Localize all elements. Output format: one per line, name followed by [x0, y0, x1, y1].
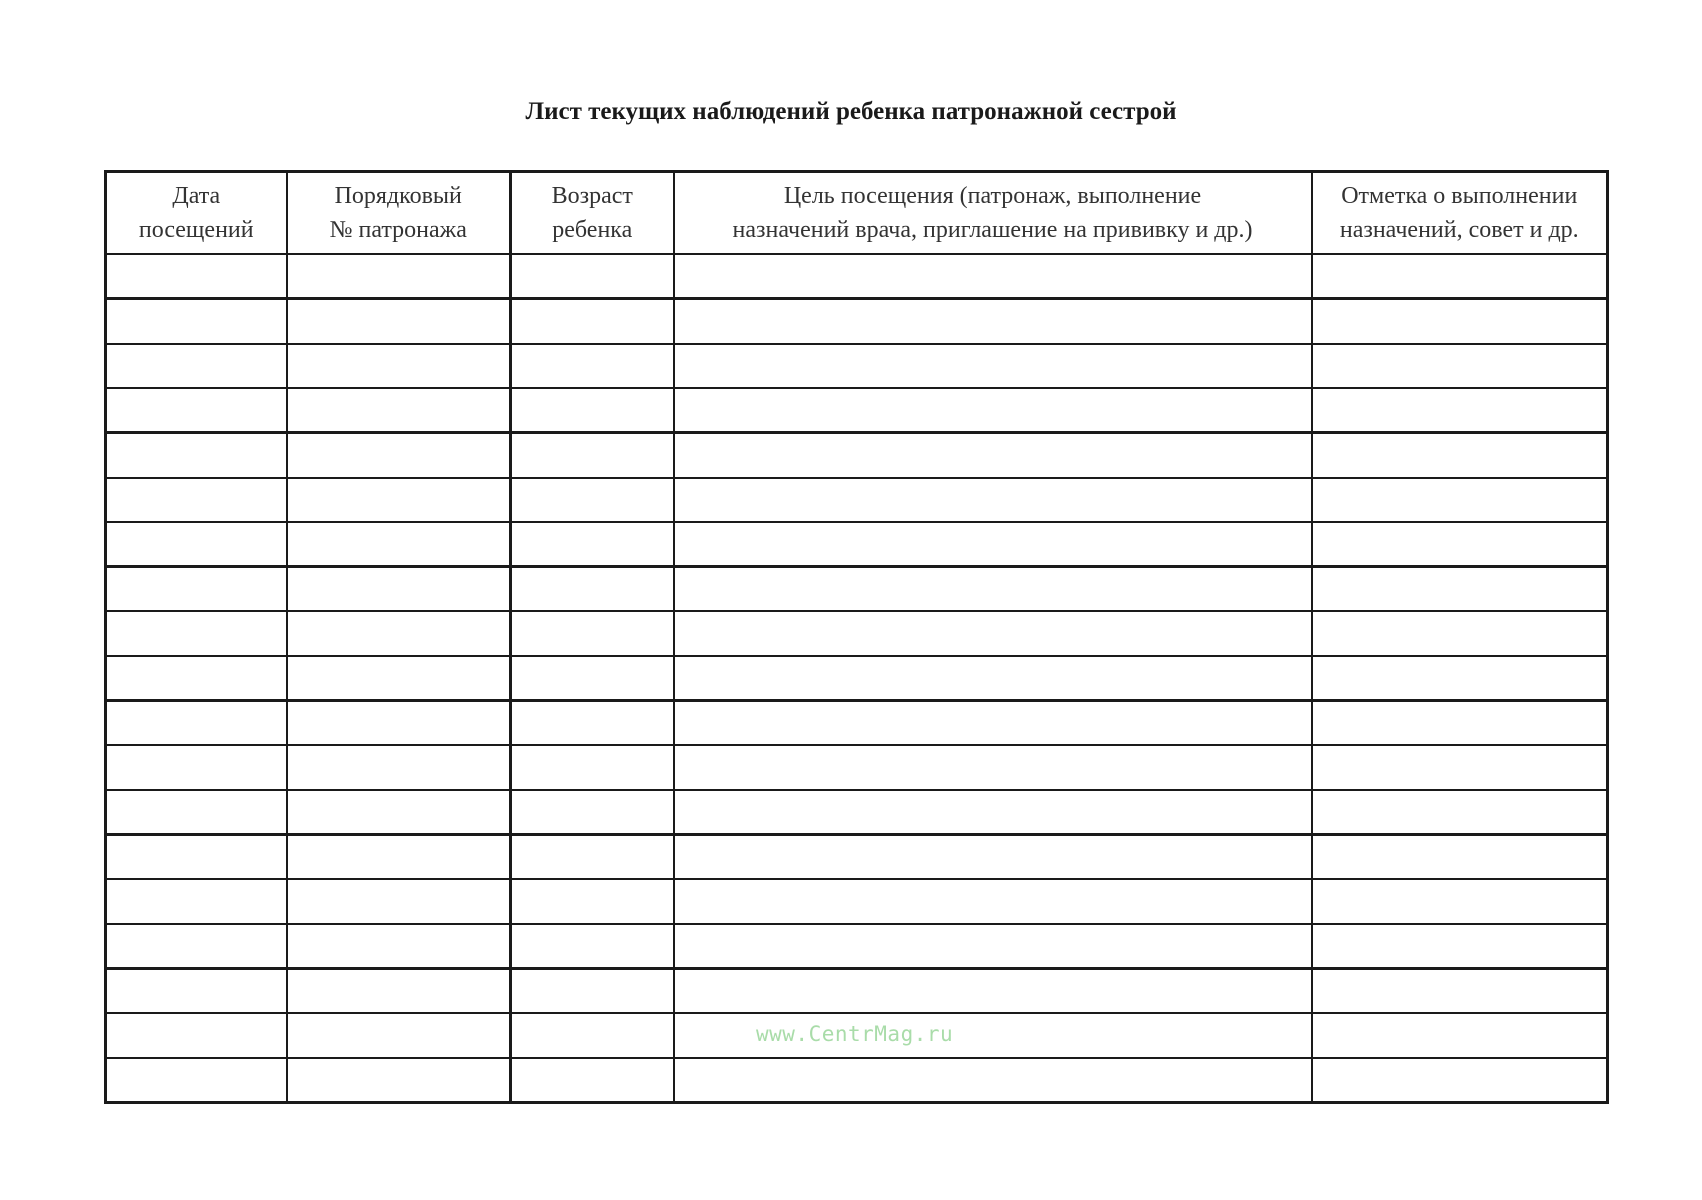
header-row [106, 172, 1608, 255]
age-cell[interactable] [511, 790, 674, 835]
date-cell[interactable] [106, 701, 287, 746]
header-completion-note-line2: назначений, совет и др. [1339, 217, 1579, 243]
number-cell[interactable] [287, 388, 511, 433]
header-child-age-line1: Возраст [551, 183, 633, 209]
age-cell[interactable] [511, 1058, 674, 1103]
age-cell[interactable] [511, 478, 674, 522]
note-cell[interactable] [1312, 611, 1608, 655]
purpose-cell[interactable] [674, 790, 1312, 835]
date-cell[interactable] [106, 879, 287, 923]
number-cell[interactable] [287, 344, 511, 388]
age-cell[interactable] [511, 611, 674, 655]
number-cell[interactable] [287, 299, 511, 344]
purpose-cell[interactable] [674, 388, 1312, 433]
page-title: Лист текущих наблюдений ребенка патронажной сестрой [525, 98, 1177, 125]
age-cell[interactable] [511, 388, 674, 433]
note-cell[interactable] [1312, 522, 1608, 567]
header-visit-number [287, 172, 511, 255]
date-cell[interactable] [106, 478, 287, 522]
table-row [106, 701, 1608, 746]
date-cell[interactable] [106, 924, 287, 969]
age-cell[interactable] [511, 299, 674, 344]
age-cell[interactable] [511, 567, 674, 612]
date-cell[interactable] [106, 611, 287, 655]
purpose-cell[interactable] [674, 879, 1312, 923]
number-cell[interactable] [287, 745, 511, 789]
number-cell[interactable] [287, 1013, 511, 1057]
note-cell[interactable] [1312, 567, 1608, 612]
purpose-cell[interactable] [674, 745, 1312, 789]
note-cell[interactable] [1312, 968, 1608, 1013]
date-cell[interactable] [106, 968, 287, 1013]
date-cell[interactable] [106, 1058, 287, 1103]
table-row [106, 656, 1608, 701]
watermark: www.CentrMag.ru [756, 1022, 954, 1046]
note-cell[interactable] [1312, 879, 1608, 923]
table-row [106, 388, 1608, 433]
date-cell[interactable] [106, 522, 287, 567]
age-cell[interactable] [511, 344, 674, 388]
observation-table [104, 170, 1609, 1104]
header-visit-date-line1: Дата [172, 183, 221, 209]
purpose-cell[interactable] [674, 968, 1312, 1013]
table-row [106, 968, 1608, 1013]
note-cell[interactable] [1312, 701, 1608, 746]
number-cell[interactable] [287, 254, 511, 299]
note-cell[interactable] [1312, 433, 1608, 478]
age-cell[interactable] [511, 879, 674, 923]
age-cell[interactable] [511, 1013, 674, 1057]
table-body [106, 254, 1608, 1103]
purpose-cell[interactable] [674, 835, 1312, 880]
number-cell[interactable] [287, 567, 511, 612]
purpose-cell[interactable] [674, 567, 1312, 612]
table-row [106, 611, 1608, 655]
header-visit-purpose-line1: Цель посещения (патронаж, выполнение [783, 183, 1202, 209]
date-cell[interactable] [106, 1013, 287, 1057]
purpose-cell[interactable] [674, 522, 1312, 567]
note-cell[interactable] [1312, 344, 1608, 388]
date-cell[interactable] [106, 433, 287, 478]
number-cell[interactable] [287, 1058, 511, 1103]
table-row [106, 745, 1608, 789]
table-row [106, 1058, 1608, 1103]
age-cell[interactable] [511, 254, 674, 299]
table-row [106, 522, 1608, 567]
date-cell[interactable] [106, 254, 287, 299]
table-row [106, 879, 1608, 923]
purpose-cell[interactable] [674, 1058, 1312, 1103]
table-row [106, 254, 1608, 299]
header-child-age [511, 172, 674, 255]
age-cell[interactable] [511, 656, 674, 701]
purpose-cell[interactable] [674, 433, 1312, 478]
date-cell[interactable] [106, 299, 287, 344]
header-completion-note-line1: Отметка о выполнении [1341, 183, 1578, 209]
date-cell[interactable] [106, 388, 287, 433]
header-visit-date [106, 172, 287, 255]
purpose-cell[interactable] [674, 701, 1312, 746]
table-row [106, 433, 1608, 478]
table-row [106, 835, 1608, 880]
number-cell[interactable] [287, 433, 511, 478]
purpose-cell[interactable] [674, 656, 1312, 701]
header-visit-purpose-line2: назначений врача, приглашение на прививку и др.) [732, 217, 1253, 243]
note-cell[interactable] [1312, 745, 1608, 789]
number-cell[interactable] [287, 924, 511, 969]
note-cell[interactable] [1312, 656, 1608, 701]
age-cell[interactable] [511, 968, 674, 1013]
number-cell[interactable] [287, 968, 511, 1013]
number-cell[interactable] [287, 879, 511, 923]
header-visit-purpose [674, 172, 1312, 255]
note-cell[interactable] [1312, 299, 1608, 344]
header-visit-number-line1: Порядковый [334, 183, 462, 209]
number-cell[interactable] [287, 656, 511, 701]
note-cell[interactable] [1312, 790, 1608, 835]
header-completion-note [1312, 172, 1608, 255]
number-cell[interactable] [287, 611, 511, 655]
purpose-cell[interactable] [674, 299, 1312, 344]
age-cell[interactable] [511, 522, 674, 567]
purpose-cell[interactable] [674, 924, 1312, 969]
date-cell[interactable] [106, 790, 287, 835]
header-child-age-line2: ребенка [552, 217, 633, 243]
number-cell[interactable] [287, 701, 511, 746]
age-cell[interactable] [511, 701, 674, 746]
date-cell[interactable] [106, 567, 287, 612]
table-row [106, 478, 1608, 522]
table-row [106, 790, 1608, 835]
table-row [106, 344, 1608, 388]
date-cell[interactable] [106, 656, 287, 701]
date-cell[interactable] [106, 344, 287, 388]
header-visit-number-line2: № патронажа [329, 217, 467, 243]
note-cell[interactable] [1312, 1013, 1608, 1057]
age-cell[interactable] [511, 745, 674, 789]
purpose-cell[interactable] [674, 344, 1312, 388]
note-cell[interactable] [1312, 1058, 1608, 1103]
note-cell[interactable] [1312, 254, 1608, 299]
number-cell[interactable] [287, 478, 511, 522]
note-cell[interactable] [1312, 835, 1608, 880]
age-cell[interactable] [511, 924, 674, 969]
age-cell[interactable] [511, 835, 674, 880]
table-row [106, 299, 1608, 344]
number-cell[interactable] [287, 522, 511, 567]
table-row [106, 567, 1608, 612]
header-visit-date-line2: посещений [138, 217, 254, 243]
purpose-cell[interactable] [674, 254, 1312, 299]
date-cell[interactable] [106, 835, 287, 880]
note-cell[interactable] [1312, 388, 1608, 433]
age-cell[interactable] [511, 433, 674, 478]
number-cell[interactable] [287, 835, 511, 880]
note-cell[interactable] [1312, 924, 1608, 969]
date-cell[interactable] [106, 745, 287, 789]
purpose-cell[interactable] [674, 611, 1312, 655]
number-cell[interactable] [287, 790, 511, 835]
purpose-cell[interactable] [674, 478, 1312, 522]
table-row [106, 924, 1608, 969]
note-cell[interactable] [1312, 478, 1608, 522]
